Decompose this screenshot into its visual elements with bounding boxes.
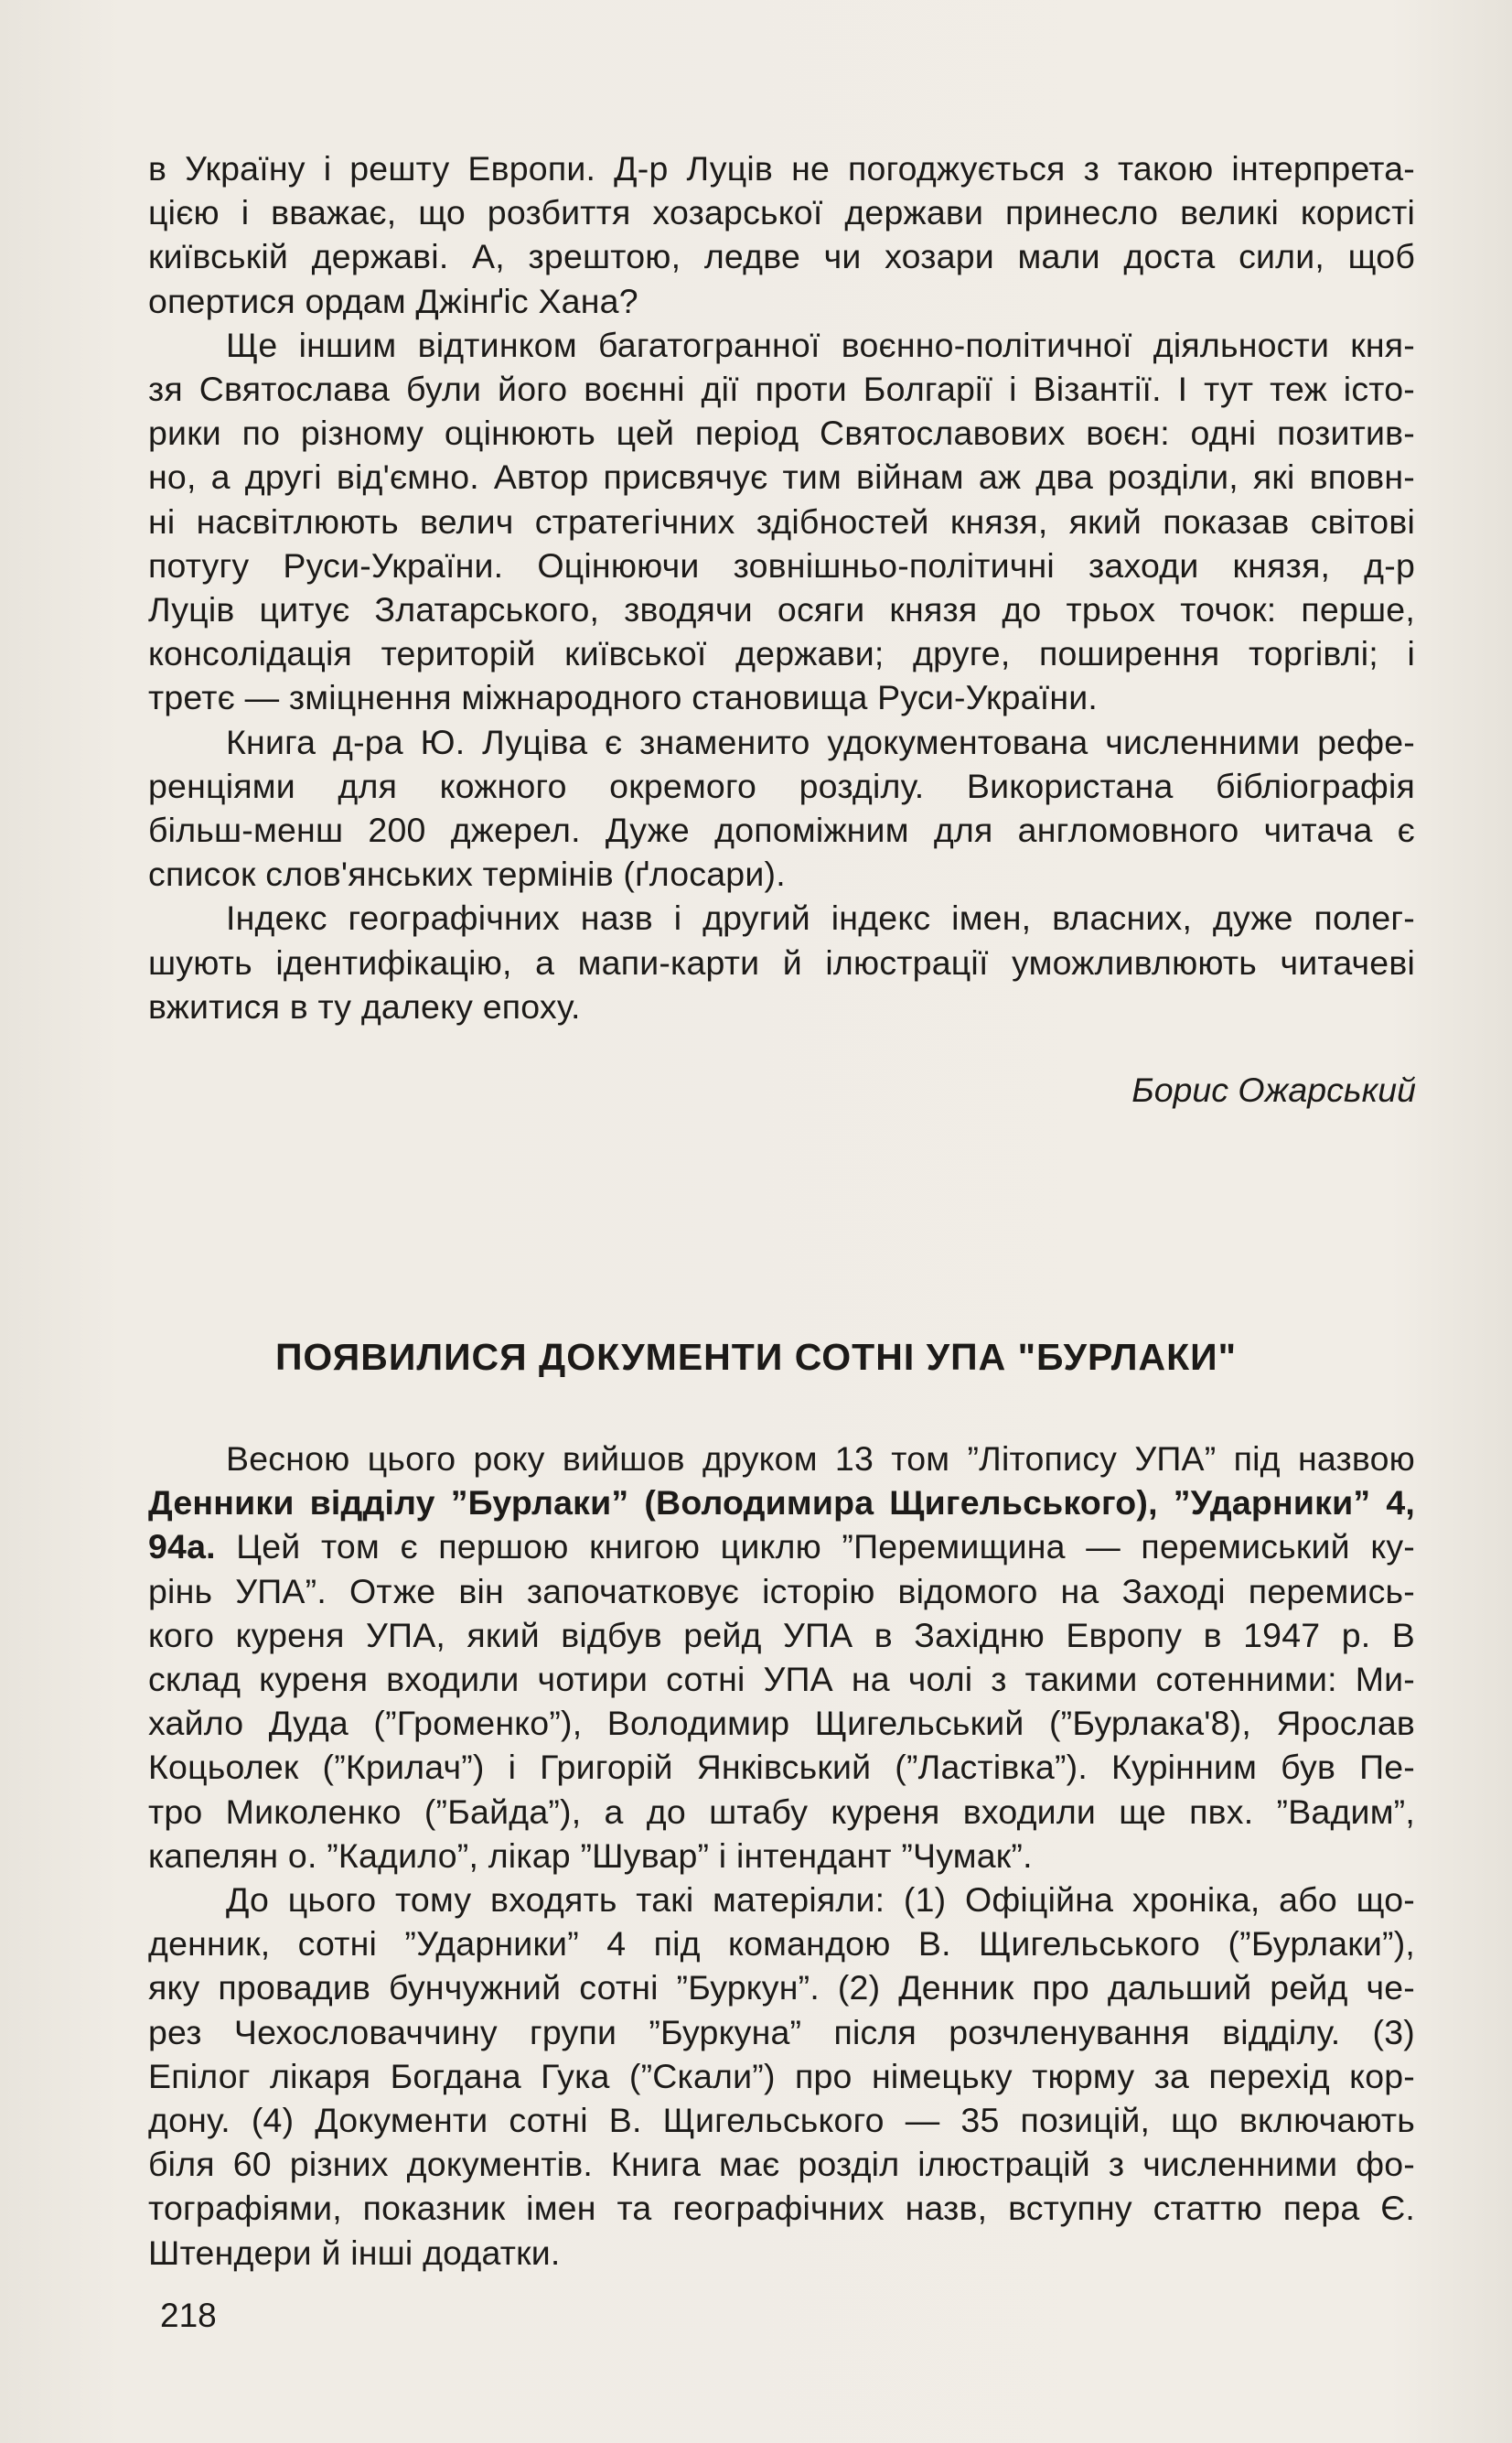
text-line: рінь УПА”. Отже він започатковує історію відомого на Заході перемись- (148, 1571, 1415, 1610)
text-line: склад куреня входили чотири сотні УПА на чолі з такими сотенними: Ми- (148, 1660, 1415, 1699)
book-number: 94а. (148, 1527, 216, 1566)
text-line: Луців цитує Златарського, зводячи осяги князя до трьох точок: перше, (148, 590, 1415, 630)
text-line: Весною цього року вийшов друком 13 том ”Літопису УПА” під назвою (226, 1439, 1415, 1478)
text-line: потугу Руси-України. Оцінюючи зовнішньо-політичні заходи князя, д-р (148, 545, 1415, 585)
article-paragraph-2 (148, 1878, 1415, 2275)
article-text (148, 1437, 1415, 2275)
text-line: київській державі. А, зрештою, ледве чи хозари мали доста сили, щоб (148, 237, 1415, 276)
text-line: хайло Дуда (”Громенко”), Володимир Щигельський (”Бурлака'8), Ярослав (148, 1704, 1415, 1743)
text-line: в Україну і решту Европи. Д-р Луців не погоджується з такою інтерпрета- (148, 149, 1415, 188)
text-line: ренціями для кожного окремого розділу. Використана бібліографія (148, 766, 1415, 805)
text-line: опертися ордам Джінґіс Хана? (148, 281, 638, 320)
text-line: Коцьолек (”Крилач”) і Григорій Янківський (”Ластівка”). Курінним був Пе- (148, 1748, 1415, 1787)
text-line (148, 1524, 1415, 1568)
text-line: До цього тому входять такі матеріяли: (1) Офіційна хроніка, або що- (226, 1880, 1415, 1920)
text-span: Цей том є першою книгою циклю ”Перемищина — перемиський ку- (215, 1527, 1415, 1566)
text-line: но, а другі від'ємно. Автор присвячує тим війнам аж два розділи, які вповн- (148, 457, 1415, 497)
text-line: Епілог лікаря Богдана Гука (”Скали”) про німецьку тюрму за перехід кор- (148, 2056, 1415, 2095)
text-line: Книга д-ра Ю. Луціва є знаменито удокументована численними рефе- (226, 722, 1415, 761)
review-paragraph-4 (148, 896, 1415, 1028)
text-line: консолідація територій київської держави; друге, поширення торгівлі; і (148, 634, 1415, 673)
text-line: третє — зміцнення міжнародного становища Руси-України. (148, 678, 1099, 717)
review-paragraph-1 (148, 146, 1415, 323)
text-line: біля 60 різних документів. Книга має розділ ілюстрацій з численними фо- (148, 2145, 1415, 2184)
text-line: дону. (4) Документи сотні В. Щигельського — 35 позицій, що включають (148, 2101, 1415, 2140)
text-line: Індекс географічних назв і другий індекс імен, власних, дуже полег- (226, 899, 1415, 938)
text-line: яку провадив бунчужний сотні ”Буркун”. (2) Денник про дальший рейд че- (148, 1968, 1415, 2007)
article-paragraph-1 (148, 1437, 1415, 1878)
review-paragraph-3 (148, 720, 1415, 897)
review-paragraph-2 (148, 323, 1415, 720)
article-heading: ПОЯВИЛИСЯ ДОКУМЕНТИ СОТНІ УПА "БУРЛАКИ" (274, 1336, 1238, 1378)
review-text (148, 146, 1415, 1028)
text-line: рики по різному оцінюють цей період Святославових воєн: одні позитив- (148, 414, 1415, 453)
author-signature: Борис Ожарський (1131, 1071, 1416, 1109)
text-line: більш-менш 200 джерел. Дуже допоміжним для англомовного читача є (148, 811, 1415, 850)
text-line: рез Чехословаччину групи ”Буркуна” після розчленування відділу. (3) (148, 2012, 1415, 2051)
text-line: тро Миколенко (”Байда”), а до штабу куреня входили ще пвх. ”Вадим”, (148, 1792, 1415, 1831)
text-line: капелян о. ”Кадило”, лікар ”Шувар” і інтендант ”Чумак”. (148, 1835, 1033, 1875)
text-line: Ще іншим відтинком багатогранної воєнно-політичної діяльности кня- (226, 325, 1415, 364)
book-title-line: Денники відділу ”Бурлаки” (Володимира Щигельського), ”Ударники” 4, (148, 1483, 1415, 1523)
text-line: зя Святослава були його воєнні дії проти Болгарії і Візантії. І тут теж істо- (148, 370, 1415, 409)
text-line: денник, сотні ”Ударники” 4 під командою В. Щигельського (”Бурлаки”), (148, 1924, 1415, 1964)
text-line: ні насвітлюють велич стратегічних здібностей князя, який показав світові (148, 501, 1415, 541)
text-line: цією і вважає, що розбиття хозарської держави принесло великі користі (148, 193, 1415, 232)
page-number: 218 (160, 2297, 217, 2334)
text-line: список слов'янських термінів (ґлосари). (148, 855, 786, 894)
text-line: кого куреня УПА, який відбув рейд УПА в Західню Европу в 1947 р. В (148, 1615, 1415, 1654)
text-line: Штендери й інші додатки. (148, 2233, 561, 2272)
text-line: шують ідентифікацію, а мапи-карти й ілюстрації уможливлюють читачеві (148, 942, 1415, 982)
text-line: тографіями, показник імен та географічних назв, вступну статтю пера Є. (148, 2189, 1415, 2228)
text-line: вжитися в ту далеку епоху. (148, 986, 581, 1026)
